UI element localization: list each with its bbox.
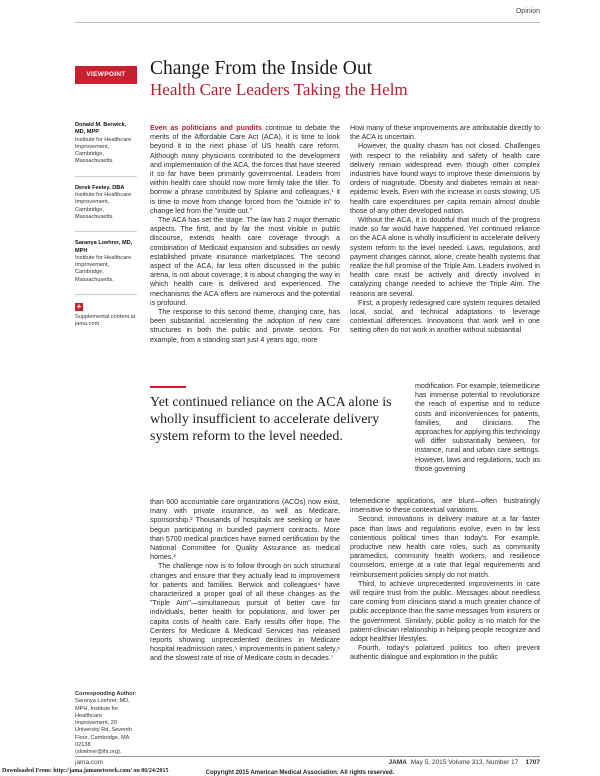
paragraph: How many of these improvements are attributable directly to the ACA is uncertain. bbox=[350, 124, 540, 142]
paragraph: First, a properly redesigned care system requires detailed local, social, and technical adaptations to leverage contextual differences. Innovations that work well in one setting often do not work in another without substantial bbox=[350, 298, 540, 335]
author-block bbox=[75, 185, 137, 221]
paragraph: The response to this second theme, changing care, has been substantial, accelerating the adoption of new care structures in both the public and private sectors. For example, from a standing start just 4 years ago, more bbox=[150, 308, 340, 344]
author-name: Saranya Loehrer, MD, MPH bbox=[75, 240, 133, 254]
paragraph: Third, to achieve unprecedented improvements in care will require trust from the public. Messages about needless care coming from clinicians stand a much greater chance of public acceptance than the same messages from insurers or the government. Similarly, public policy is no match for the patient-clinician relationship in helping people recognize and adopt healthier lifestyles. bbox=[350, 579, 540, 644]
corresponding-text: Saranya Loehrer, MD, MPH, Institute for Healthcare Improvement, 20 University Rd, Seventh Floor, Cambridge, MA 02138 (sloehrer@ihi.org). bbox=[75, 698, 132, 756]
body-column-1-bottom bbox=[150, 498, 340, 664]
download-stamp: Downloaded From: http://jama.jamanetwork.com/ on 06/24/2015 bbox=[2, 768, 169, 774]
viewpoint-badge: VIEWPOINT bbox=[75, 66, 137, 84]
sidebar-divider bbox=[75, 231, 137, 232]
body-column-2-bottom bbox=[350, 497, 540, 663]
sidebar-divider bbox=[75, 176, 137, 177]
section-label: Opinion bbox=[515, 8, 540, 15]
body-column-1-top bbox=[150, 124, 340, 345]
lead-in: Even as politicians and pundits bbox=[150, 124, 262, 132]
pull-quote: Yet continued reliance on the ACA alone is wholly insufficient to accelerate delivery system reform to the level needed. bbox=[150, 395, 392, 444]
sidebar-divider bbox=[75, 294, 137, 295]
corresponding-author bbox=[75, 691, 137, 757]
article-title: Change From the Inside Out bbox=[150, 58, 373, 79]
plus-icon: + bbox=[76, 302, 82, 312]
footer-rule bbox=[75, 756, 540, 757]
paragraph: Even as politicians and pundits continue to debate the merits of the Affordable Care Act (ACA), it is time to look beyond it to the next phase of US health care reform. Although many physicians contributed to the development and implementation of the ACA, the forces that have steered it so far have been primarily governmental. Leaders from within health care should now more firmly take the tiller. To borrow a phrase contributed by Splaine and colleagues,¹ it is time to move from change forced from the "outside in" to change led from the "inside out." bbox=[150, 124, 340, 215]
body-column-2-middle bbox=[415, 382, 540, 474]
author-block bbox=[75, 122, 137, 166]
paragraph: modification. For example, telemedicine has immense potential to revolutionize the reach of expertise and to reduce costs and inconveniences for patients, families, and clinicians. The approaches for applying this technology will differ substantially between, for instance, rural and urban care settings. However, laws and regulations, such as those governing bbox=[415, 382, 541, 473]
author-name: Donald M. Berwick, MD, MPP bbox=[75, 122, 127, 136]
paragraph: The challenge now is to follow through on such structural changes and ensure that they actually lead to improvement for patients and families. Berwick and colleagues⁴ have characterized a proper goal of all these changes as the "Triple Aim"—simultaneous pursuit of better care for individuals, better health for populations, and lower per capita costs of health care. Early results offer hope. The Centers for Medicare & Medicaid Services has released reports showing unprecedented declines in Medicare hospital readmission rates,⁵ improvements in patient safety,⁶ and the slowest rate of rise of Medicare costs in decades.⁷ bbox=[150, 562, 340, 663]
paragraph: Second, innovations in delivery mature at a far faster pace than laws and regulations evolve, even in far less contentious political times than today's. For example, productive new health care roles, such as community paramedics, community health workers, and resilience counselors, emerge at a rate that legal requirements and reimbursement policies simply do not match. bbox=[350, 515, 540, 579]
corresponding-label: Corresponding Author: bbox=[75, 691, 137, 697]
article-subtitle: Health Care Leaders Taking the Helm bbox=[150, 80, 408, 99]
author-block bbox=[75, 240, 137, 284]
paragraph: However, the quality chasm has not closed. Challenges with respect to the reliability and safety of health care delivery remain widespread even though other complex industries have found ways to improve these dimensions by orders of magnitude. Obesity and diabetes remain at near-epidemic levels. Even with the increase in costs slowing, US health care expenditures per capita remain almost double those of any other developed nation. bbox=[350, 142, 540, 215]
body-column-2-top bbox=[350, 124, 540, 336]
footer-site[interactable]: jama.com bbox=[75, 759, 104, 766]
page-number: 1707 bbox=[525, 759, 540, 766]
pull-quote-rule bbox=[150, 386, 186, 388]
paragraph: telemedicine applications, are blunt—often frustratingly insensitive to these contextual variations. bbox=[350, 497, 540, 515]
header-rule bbox=[75, 22, 540, 23]
journal-name: JAMA bbox=[388, 759, 407, 766]
copyright-notice: Copyright 2015 American Medical Association. All rights reserved. bbox=[205, 770, 395, 776]
author-affiliation: Institute for Healthcare Improvement, Cambridge, Massachusetts. bbox=[75, 136, 132, 165]
footer-citation bbox=[389, 759, 540, 766]
paragraph: Fourth, today's polarized politics too often prevent authentic dialogue and exploration in the public bbox=[350, 644, 540, 662]
issue-info: May 5, 2015 Volume 313, Number 17 bbox=[410, 759, 519, 766]
author-affiliation: Institute for Healthcare Improvement, Cambridge, Massachusetts. bbox=[75, 254, 132, 283]
author-name: Derek Feeley, DBA bbox=[75, 184, 125, 191]
paragraph: The ACA has set the stage. The law has 2 major thematic aspects. The first, and by far the most visible in public discourse, extends health care coverage through a combination of Medicaid expansion and subsidies on newly established private insurance marketplaces. The second aspect of the ACA, far less often discussed in the public arena, is not about coverage; it is about changing the way in which health care is delivered and experienced. The mechanisms the ACA offers are numerous and the potential is profound. bbox=[150, 216, 340, 307]
supplemental-link[interactable]: Supplemental content at jama.com bbox=[75, 314, 136, 328]
paragraph: than 600 accountable care organizations (ACOs) now exist, many with private insurance, as well as Medicare, sponsorship.² Thousands of hospitals are seeking or have begun participating in bundled payment contracts. More than 5700 medical practices have earned certification by the National Committee for Quality Assurance as medical homes.³ bbox=[150, 498, 340, 562]
author-sidebar bbox=[75, 122, 137, 329]
author-affiliation: Institute for Healthcare Improvement, Cambridge, Massachusetts. bbox=[75, 192, 132, 220]
paragraph: Without the ACA, it is doubtful that much of the progress made so far would have happened. Yet continued reliance on the ACA alone is wholly insufficient to accelerate delivery system reform to the level needed. Laws, regulations, and payment changes cannot, alone, create health systems that realize the full promise of the Triple Aim. Leaders involved in health care must be actively and directly involved in catalyzing change needed to achieve the Triple Aim. The reasons are several. bbox=[350, 216, 540, 298]
